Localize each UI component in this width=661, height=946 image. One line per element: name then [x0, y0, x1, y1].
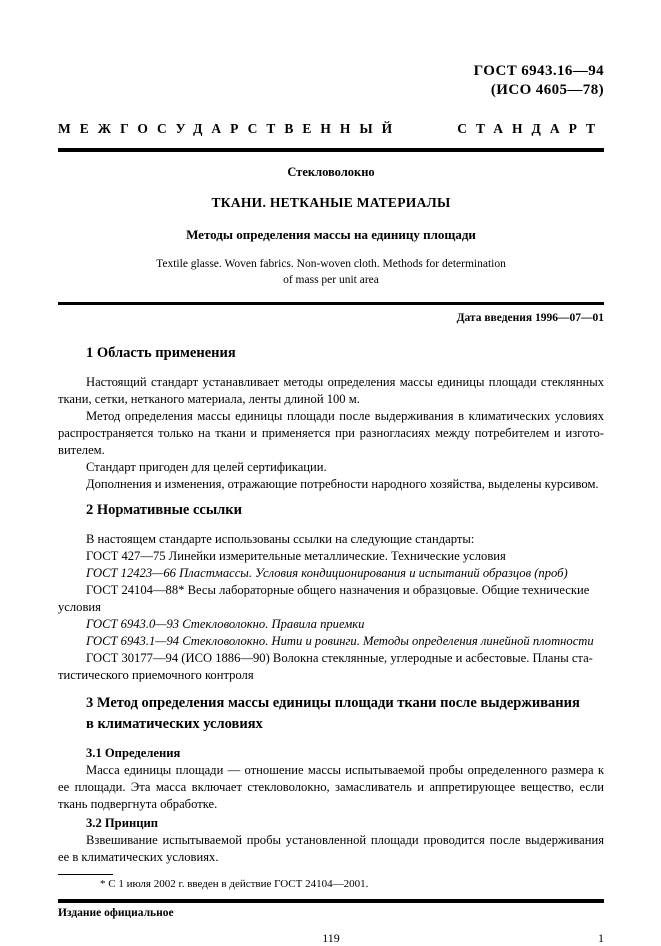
english-title [58, 256, 604, 288]
standard-reference: ГОСТ 6943.0—93 Стекловолокно. Правила приемки [86, 617, 365, 631]
header-divider-rule [58, 302, 604, 305]
document-page-number: 1 [598, 931, 604, 945]
running-page-number: 119 [322, 931, 340, 945]
section-2-body [58, 531, 604, 684]
standard-reference: ГОСТ 30177—94 (ИСО 1886—90) Волокна стеклянные, углеродные и асбестовые. Планы статистического приемочного контроля [58, 651, 593, 682]
paragraph: Настоящий стандарт устанавливает методы определения массы единицы площади стеклянных ткани, сетки, нетканого материала, ленты длиной 100 м. [58, 375, 604, 406]
official-edition-label: Издание официальное [58, 907, 174, 919]
english-title-line2: of mass per unit area [283, 274, 379, 286]
english-title-line1: Textile glasse. Woven fabrics. Non-woven cloth. Methods for determination [156, 258, 506, 270]
material-group-title: Стекловолокно [287, 165, 375, 179]
subsection-3-2-heading: 3.2 Принцип [86, 816, 158, 830]
section-3-heading [58, 693, 604, 735]
standard-reference: ГОСТ 427—75 Линейки измерительные металлические. Технические условия [86, 549, 506, 563]
standard-reference: ГОСТ 12423—66 Пластмассы. Условия кондиционирования и испытаний образцов (проб) [86, 566, 568, 580]
doc-code-line2: (ИСО 4605—78) [490, 82, 604, 98]
section-1-body [58, 374, 604, 493]
page-number-left-spacer [58, 931, 240, 946]
standard-reference: ГОСТ 24104—88* Весы лабораторные общего назначения и образцовые. Общие технические условия [58, 583, 590, 614]
paragraph: Дополнения и изменения, отражающие потребности народного хозяйства, выделены курсивом. [86, 477, 599, 491]
section-2-heading: 2 Нормативные ссылки [86, 502, 242, 518]
title-block [58, 165, 604, 288]
standard-reference: ГОСТ 6943.1—94 Стекловолокно. Нити и ровинги. Методы определения линейной плотности [86, 634, 594, 648]
section-1-heading: 1 Область применения [86, 345, 236, 361]
paragraph: В настоящем стандарте использованы ссылки на следующие стандарты: [86, 532, 475, 546]
section-3-heading-line2: в климатических условиях [86, 716, 263, 732]
paragraph: Метод определения массы единицы площади после выдерживания в климатических условиях распространяется только на ткани и применяется при разногласиях между потребителем и изготовителем. [58, 409, 604, 457]
footnote-text: * С 1 июля 2002 г. введен в действие ГОСТ 24104—2001. [100, 878, 369, 890]
paragraph: Стандарт пригоден для целей сертификации. [86, 460, 327, 474]
footnote-separator-rule [58, 874, 113, 875]
standard-type-banner: МЕЖГОСУДАРСТВЕННЫЙ СТАНДАРТ [58, 121, 604, 152]
section-3-body [58, 745, 604, 866]
footnote-block [58, 874, 604, 892]
paragraph: Масса единицы площади — отношение массы испытываемой пробы определенного размера к ее площади. Эта масса включает стекловолокно, замасливатель и аппретирующее вещество, если ткань подвергнута обработке. [58, 763, 604, 811]
page-numbers-row [58, 931, 604, 946]
document-main-title: ТКАНИ. НЕТКАНЫЕ МАТЕРИАЛЫ [211, 195, 451, 210]
footer-rule [58, 899, 604, 903]
doc-code-line1: ГОСТ 6943.16—94 [473, 63, 604, 79]
document-subtitle: Методы определения массы на единицу площади [186, 227, 476, 242]
paragraph: Взвешивание испытываемой пробы установленной площади проводится после выдерживания ее в климатических условиях. [58, 833, 604, 864]
doc-code-block [58, 62, 604, 100]
subsection-3-1-heading: 3.1 Определения [86, 746, 181, 760]
section-3-heading-line1: 3 Метод определения массы единицы площади ткани после выдерживания [86, 695, 580, 711]
effective-date: Дата введения 1996—07—01 [456, 312, 604, 324]
